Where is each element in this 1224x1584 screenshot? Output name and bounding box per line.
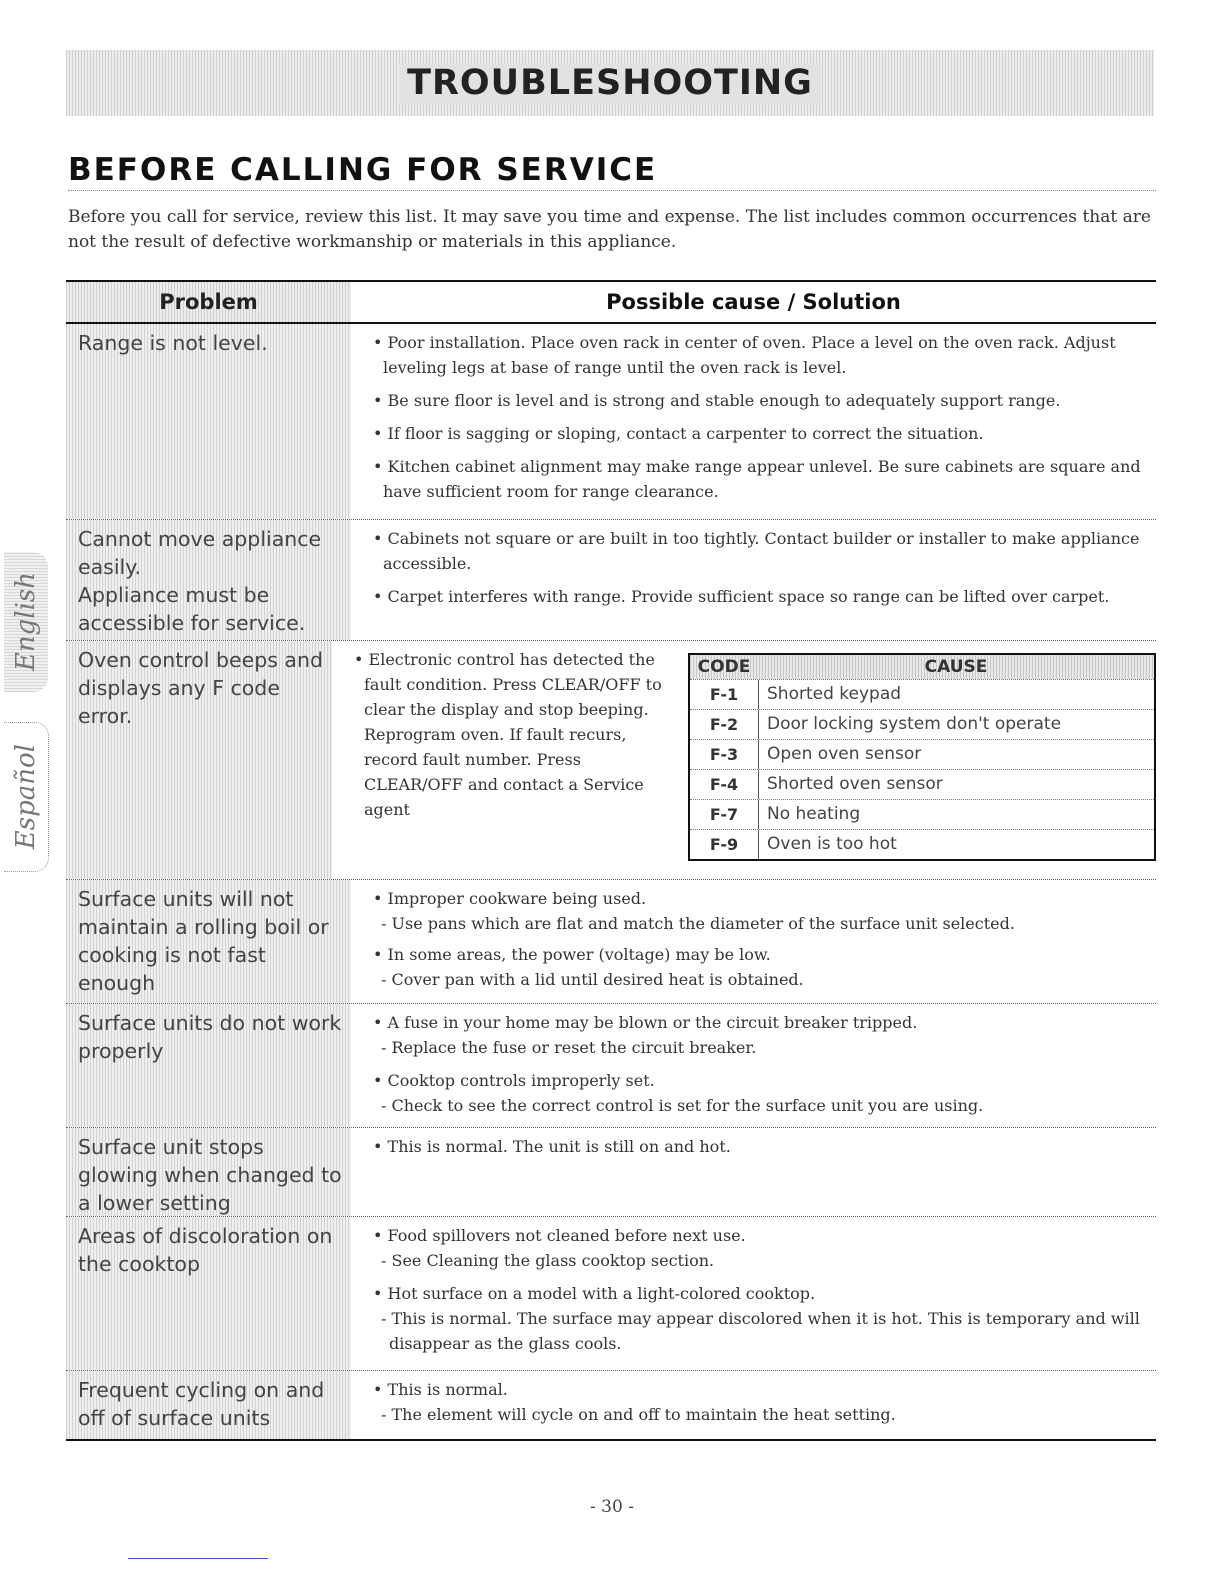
table-row xyxy=(66,880,1156,1004)
fault-code: F-2 xyxy=(690,710,759,739)
table-row xyxy=(66,641,1156,880)
table-header xyxy=(66,282,1156,324)
fault-cause: Door locking system don't operate xyxy=(767,714,1062,734)
problem-cell xyxy=(66,641,332,879)
problem-text: Cannot move appliance easily. xyxy=(78,527,322,579)
fault-code-row xyxy=(690,739,1154,769)
solution-cell xyxy=(351,520,1156,640)
problem-text: Range is not level. xyxy=(78,331,268,355)
table-row xyxy=(66,1004,1156,1128)
problem-text: Appliance must be accessible for service. xyxy=(78,583,306,635)
solution-detail: - Check to see the correct control is set for the surface unit you are using. xyxy=(381,1096,984,1115)
solution-bullet: • Cooktop controls improperly set. xyxy=(373,1071,655,1090)
fault-code: F-7 xyxy=(690,800,759,829)
fault-code-row xyxy=(690,829,1154,859)
fault-cause: Shorted oven sensor xyxy=(767,774,943,794)
table-row xyxy=(66,1371,1156,1439)
fault-code-row xyxy=(690,679,1154,709)
solution-bullet: • Be sure floor is level and is strong and stable enough to adequately support range. xyxy=(373,391,1061,410)
problem-cell xyxy=(66,324,351,519)
solution-bullet: • This is normal. xyxy=(373,1380,508,1399)
fault-code-row xyxy=(690,709,1154,739)
fault-cause: Oven is too hot xyxy=(767,834,897,854)
troubleshooting-table xyxy=(66,280,1156,1441)
problem-text: Surface units will not maintain a rolling boil or cooking is not fast enough xyxy=(78,887,329,995)
cause-column-header: CAUSE xyxy=(924,657,988,677)
problem-text: Frequent cycling on and off of surface units xyxy=(78,1378,325,1430)
header-problem: Problem xyxy=(66,282,351,322)
solution-cell xyxy=(351,324,1156,519)
fault-code: F-9 xyxy=(690,830,759,859)
fault-cause: No heating xyxy=(767,804,861,824)
solution-cell xyxy=(351,1128,1156,1216)
solution-bullet: • Poor installation. Place oven rack in center of oven. Place a level on the oven rack. Adjust leveling legs at base of range until the oven rack is level. xyxy=(373,333,1116,377)
problem-cell xyxy=(66,1004,351,1127)
problem-cell xyxy=(66,1217,351,1370)
solution-bullet: • In some areas, the power (voltage) may be low. xyxy=(373,945,771,964)
header-solution: Possible cause / Solution xyxy=(606,290,901,314)
fault-cause: Shorted keypad xyxy=(767,684,902,704)
solution-detail: - Use pans which are flat and match the diameter of the surface unit selected. xyxy=(381,914,1015,933)
code-column-header: CODE xyxy=(697,657,751,677)
fault-code: F-1 xyxy=(690,680,759,709)
fault-instructions: • Electronic control has detected the fault condition. Press CLEAR/OFF to clear the display and stop beeping. Reprogram oven. If fault recurs, record fault number. Press CLEAR/OFF and contact a Service agent xyxy=(354,650,662,819)
problem-cell xyxy=(66,520,351,640)
solution-bullet: • This is normal. The unit is still on and hot. xyxy=(373,1137,731,1156)
intro-paragraph: Before you call for service, review this list. It may save you time and expense. The list includes common occurrences that are not the result of defective workmanship or materials in this appliance. xyxy=(68,207,1151,252)
solution-bullet: • Hot surface on a model with a light-colored cooktop. xyxy=(373,1284,816,1303)
page-number: - 30 - xyxy=(590,1497,634,1517)
solution-cell xyxy=(351,1371,1156,1439)
troubleshooting-banner xyxy=(66,50,1154,116)
solution-cell xyxy=(351,880,1156,1003)
fault-code: F-3 xyxy=(690,740,759,769)
language-tab-espanol-label: Español xyxy=(11,744,41,850)
solution-detail: - See Cleaning the glass cooktop section. xyxy=(381,1251,715,1270)
fault-code-row xyxy=(690,769,1154,799)
fault-code-header xyxy=(690,655,1154,679)
solution-bullet: • Improper cookware being used. xyxy=(373,889,647,908)
solution-cell xyxy=(351,1004,1156,1127)
solution-bullet: • Food spillovers not cleaned before next use. xyxy=(373,1226,746,1245)
fault-code-table xyxy=(688,653,1156,861)
fault-code: F-4 xyxy=(690,770,759,799)
solution-bullet: • If floor is sagging or sloping, contact a carpenter to correct the situation. xyxy=(373,424,984,443)
problem-text: Surface unit stops glowing when changed to a lower setting xyxy=(78,1135,342,1215)
problem-cell xyxy=(66,880,351,1003)
problem-cell xyxy=(66,1371,351,1439)
solution-cell xyxy=(332,641,1156,879)
solution-bullet: • Kitchen cabinet alignment may make range appear unlevel. Be sure cabinets are square and have sufficient room for range clearance. xyxy=(373,457,1141,501)
solution-bullet: • Carpet interferes with range. Provide sufficient space so range can be lifted over carpet. xyxy=(373,587,1110,606)
table-row xyxy=(66,1128,1156,1217)
solution-detail: - Replace the fuse or reset the circuit breaker. xyxy=(381,1038,757,1057)
solution-detail: - The element will cycle on and off to maintain the heat setting. xyxy=(381,1405,896,1424)
solution-bullet: • A fuse in your home may be blown or the circuit breaker tripped. xyxy=(373,1013,918,1032)
solution-detail: - This is normal. The surface may appear discolored when it is hot. This is temporary and will disappear as the glass cools. xyxy=(381,1309,1140,1353)
solution-bullet: • Cabinets not square or are built in too tightly. Contact builder or installer to make appliance accessible. xyxy=(373,529,1140,573)
solution-cell xyxy=(351,1217,1156,1370)
footer-rule xyxy=(128,1558,268,1559)
language-tab-english[interactable] xyxy=(4,552,48,692)
language-tab-espanol[interactable] xyxy=(4,722,49,872)
section-heading: BEFORE CALLING FOR SERVICE xyxy=(68,152,1156,191)
table-row xyxy=(66,1217,1156,1371)
problem-text: Surface units do not work properly xyxy=(78,1011,342,1063)
table-row xyxy=(66,520,1156,641)
fault-cause: Open oven sensor xyxy=(767,744,922,764)
language-tab-english-label: English xyxy=(11,572,41,672)
problem-text: Areas of discoloration on the cooktop xyxy=(78,1224,333,1276)
banner-title: TROUBLESHOOTING xyxy=(399,63,821,103)
table-row xyxy=(66,324,1156,520)
solution-detail: - Cover pan with a lid until desired heat is obtained. xyxy=(381,970,804,989)
problem-text: Oven control beeps and displays any F code error. xyxy=(78,648,323,728)
problem-cell xyxy=(66,1128,351,1216)
fault-code-row xyxy=(690,799,1154,829)
